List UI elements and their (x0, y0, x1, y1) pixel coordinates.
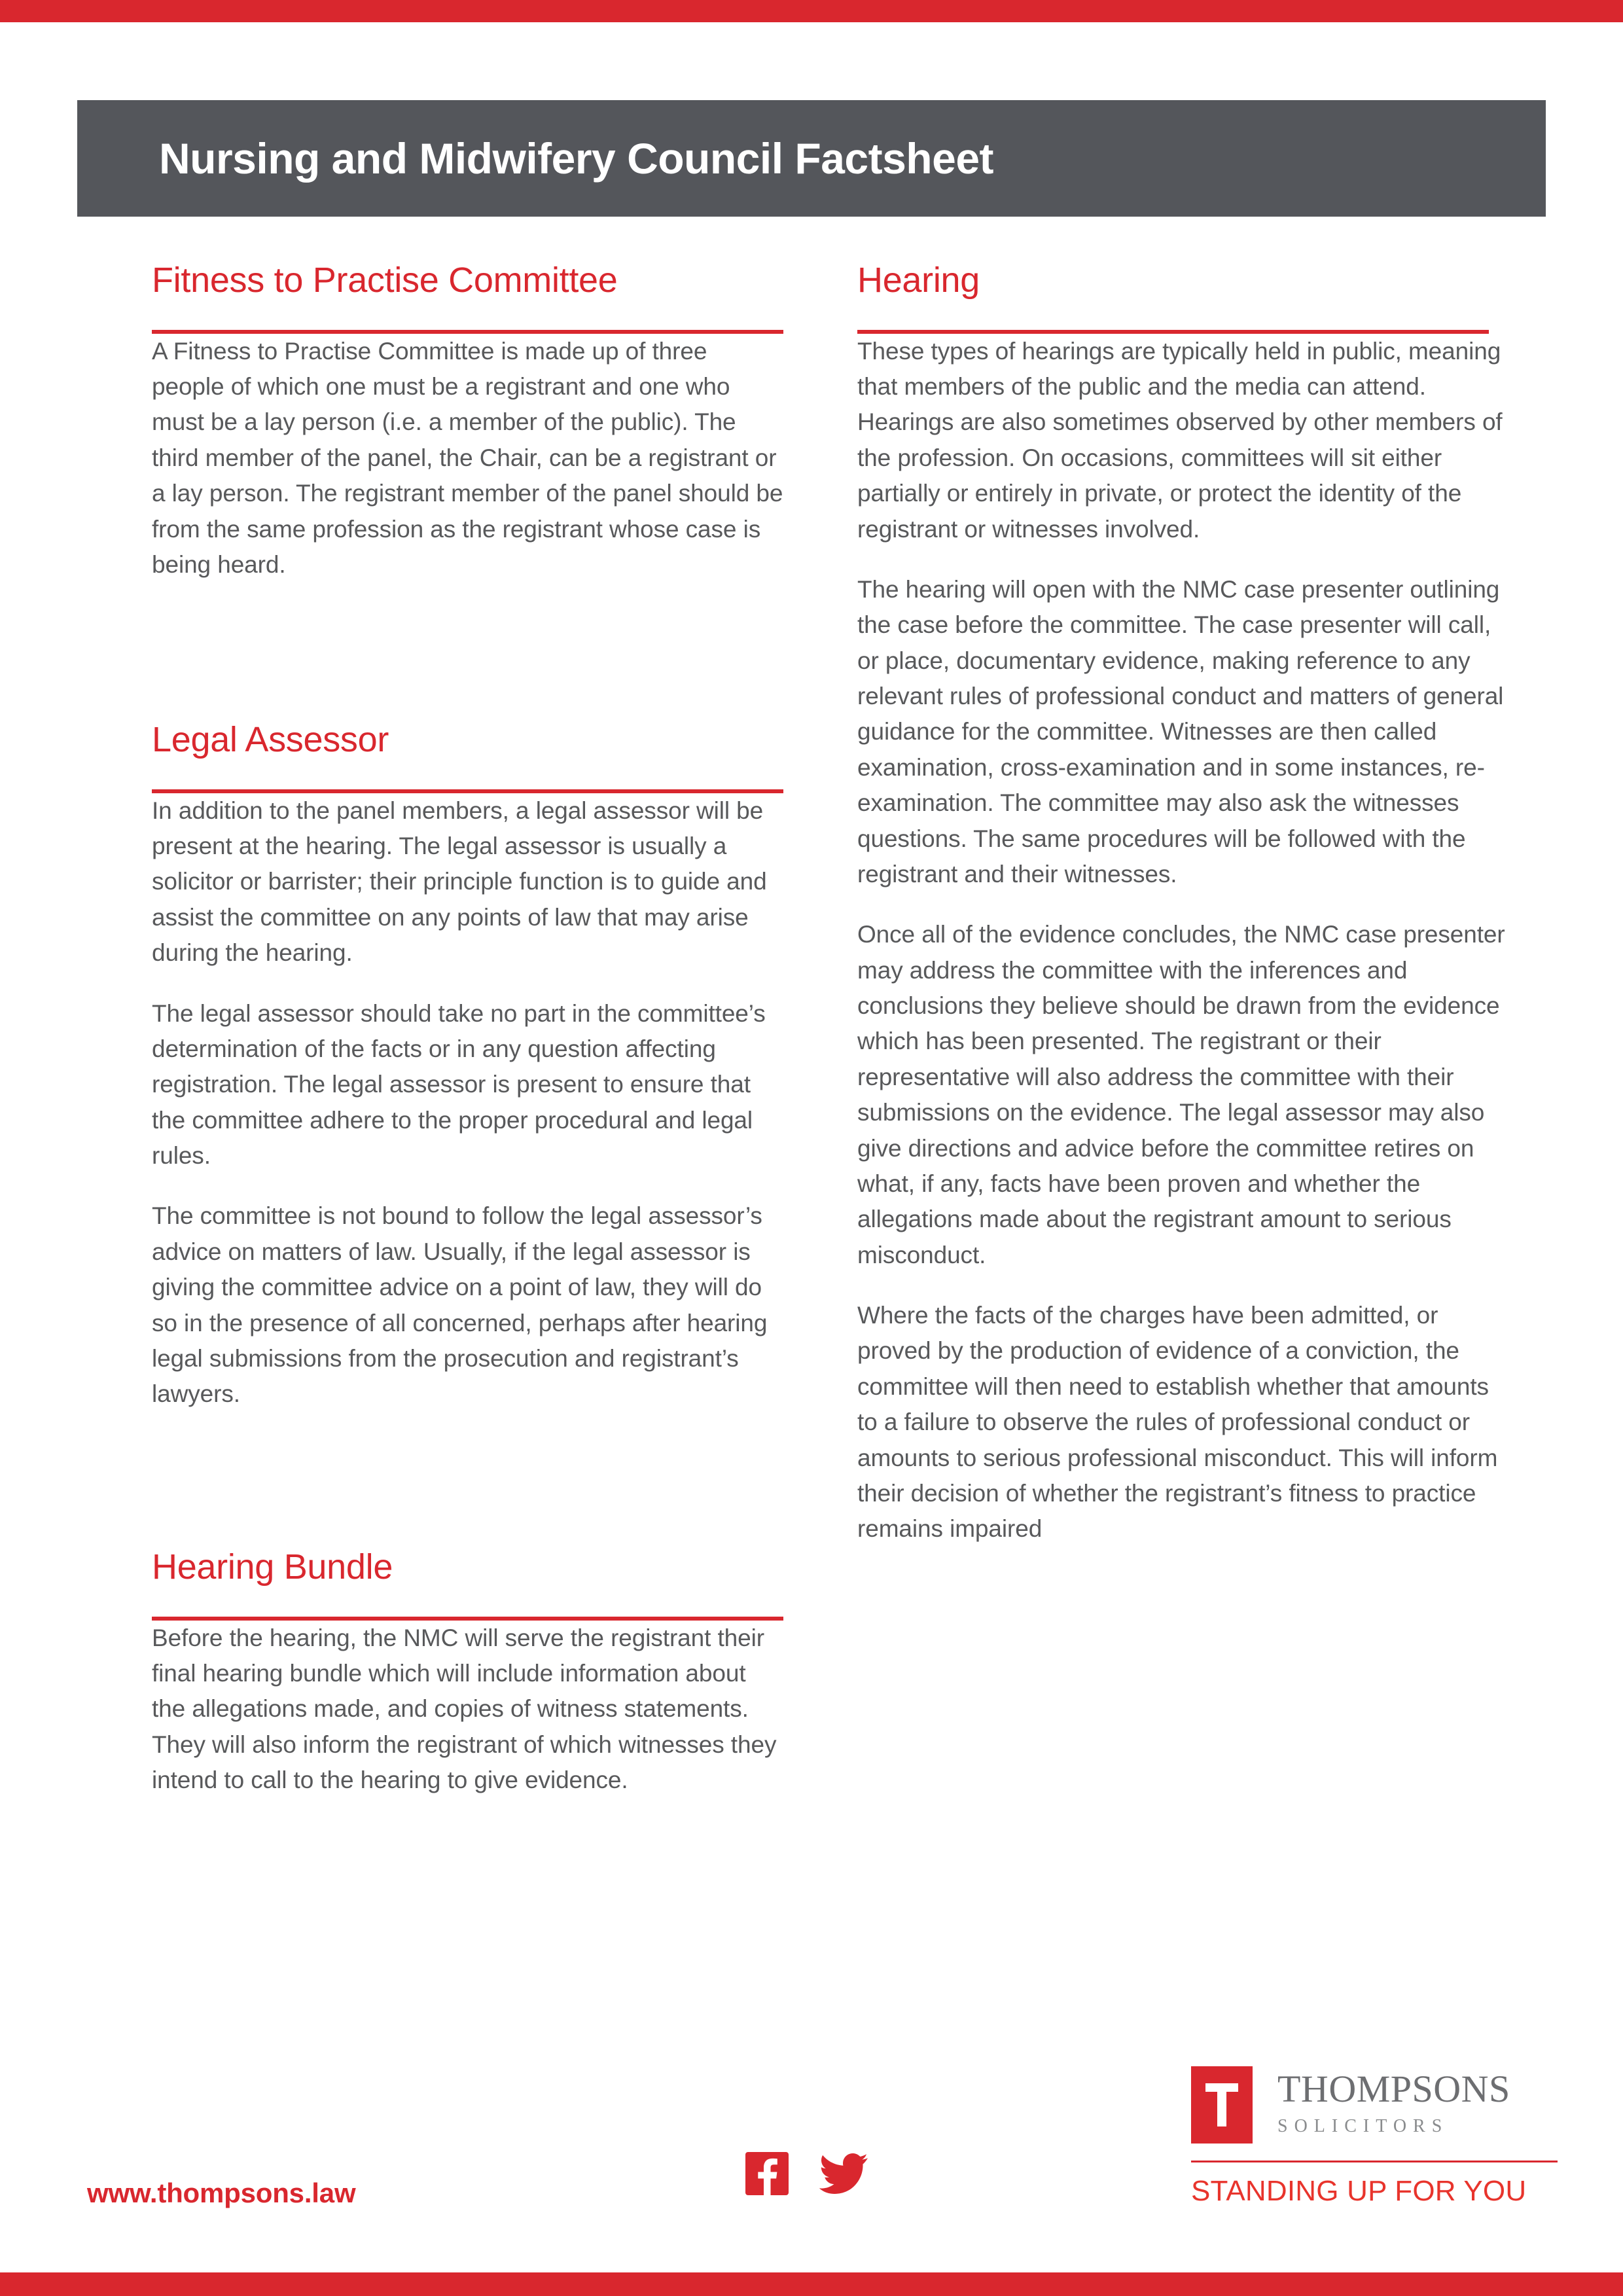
paragraph: The legal assessor should take no part in the committee’s determination of the facts or in any question affecting registration. The legal assessor is present to ensure that the committee adhere to the proper procedural and legal rules. (152, 999, 766, 1170)
thompsons-logo (1191, 2066, 1558, 2206)
section-heading: Hearing (857, 260, 980, 300)
paragraph: Where the facts of the charges have been admitted, or proved by the production of evidence of a conviction, the committee will then need to establish whether that amounts to a failure to observe the rules of professional conduct or amounts to serious professional misconduct. This will inform their decision of whether the registrant’s fitness to practice remains impaired (857, 1302, 1498, 1543)
paragraph: The hearing will open with the NMC case presenter outlining the case before the committee. The case presenter will call, or place, documentary evidence, making reference to any relevant rules of professional conduct and matters of general guidance for the committee. Witnesses are then called examination, cross-examination and in some instances, re-examination. The committee may also ask the witnesses questions. The same procedures will be followed with the registrant and their witnesses. (857, 575, 1504, 888)
facebook-icon[interactable] (745, 2152, 789, 2198)
bottom-red-bar (0, 2272, 1623, 2296)
section-heading: Hearing Bundle (152, 1547, 393, 1587)
logo-company-subtitle: SOLICITORS (1277, 2116, 1449, 2136)
logo-divider (1191, 2161, 1558, 2162)
logo-lockup (1191, 2066, 1558, 2144)
website-link[interactable]: www.thompsons.law (87, 2178, 356, 2208)
section-legal-assessor (152, 721, 783, 1412)
paragraph: In addition to the panel members, a legal assessor will be present at the hearing. The legal assessor is usually a solicitor or barrister; their principle function is to guide and assist the committee on any points of law that may arise during the hearing. (152, 797, 767, 967)
top-red-bar (0, 0, 1623, 22)
section-heading: Fitness to Practise Committee (152, 260, 618, 300)
page-title: Nursing and Midwifery Council Factsheet (159, 134, 994, 183)
section-hearing (857, 262, 1508, 1547)
document-title-band (77, 100, 1546, 217)
section-heading: Legal Assessor (152, 720, 389, 759)
paragraph: Before the hearing, the NMC will serve the registrant their final hearing bundle which will include information about the allegations made, and copies of witness statements. They will also inform the registrant of which witnesses they intend to call to the hearing to give evidence. (152, 1624, 777, 1794)
section-fitness-to-practise-committee (152, 262, 783, 583)
logo-tagline: STANDING UP FOR YOU (1191, 2175, 1527, 2207)
social-links (745, 2152, 868, 2198)
paragraph: A Fitness to Practise Committee is made up of three people of which one must be a registrant and one who must be a lay person (i.e. a member of the public). The third member of the panel, the Chair, can be a registrant or a lay person. The registrant member of the panel should be from the same profession as the registrant whose case is being heard. (152, 337, 783, 578)
paragraph: Once all of the evidence concludes, the NMC case presenter may address the committee with the inferences and conclusions they believe should be drawn from the evidence which has been presented. The registrant or their representative will also address the committee with their submissions on the evidence. The legal assessor may also give directions and advice before the committee retires on what, if any, facts have been proven and whether the allegations made about the registrant amount to serious misconduct. (857, 921, 1505, 1268)
paragraph: These types of hearings are typically held in public, meaning that members of the public and the media can attend. Hearings are also sometimes observed by other members of the profession. On occasions, committees will sit either partially or entirely in private, or protect the identity of the registrant or witnesses involved. (857, 337, 1503, 543)
logo-company-name: THOMPSONS (1277, 2068, 1510, 2110)
section-hearing-bundle (152, 1549, 783, 1799)
twitter-icon[interactable] (819, 2153, 868, 2197)
thompsons-t-mark-icon (1191, 2066, 1253, 2144)
paragraph: The committee is not bound to follow the legal assessor’s advice on matters of law. Usually, if the legal assessor is giving the committee advice on a point of law, they will do so in the presence of all concerned, perhaps after hearing legal submissions from the prosecution and registrant’s lawyers. (152, 1202, 768, 1408)
logo-wordmark (1277, 2066, 1510, 2136)
